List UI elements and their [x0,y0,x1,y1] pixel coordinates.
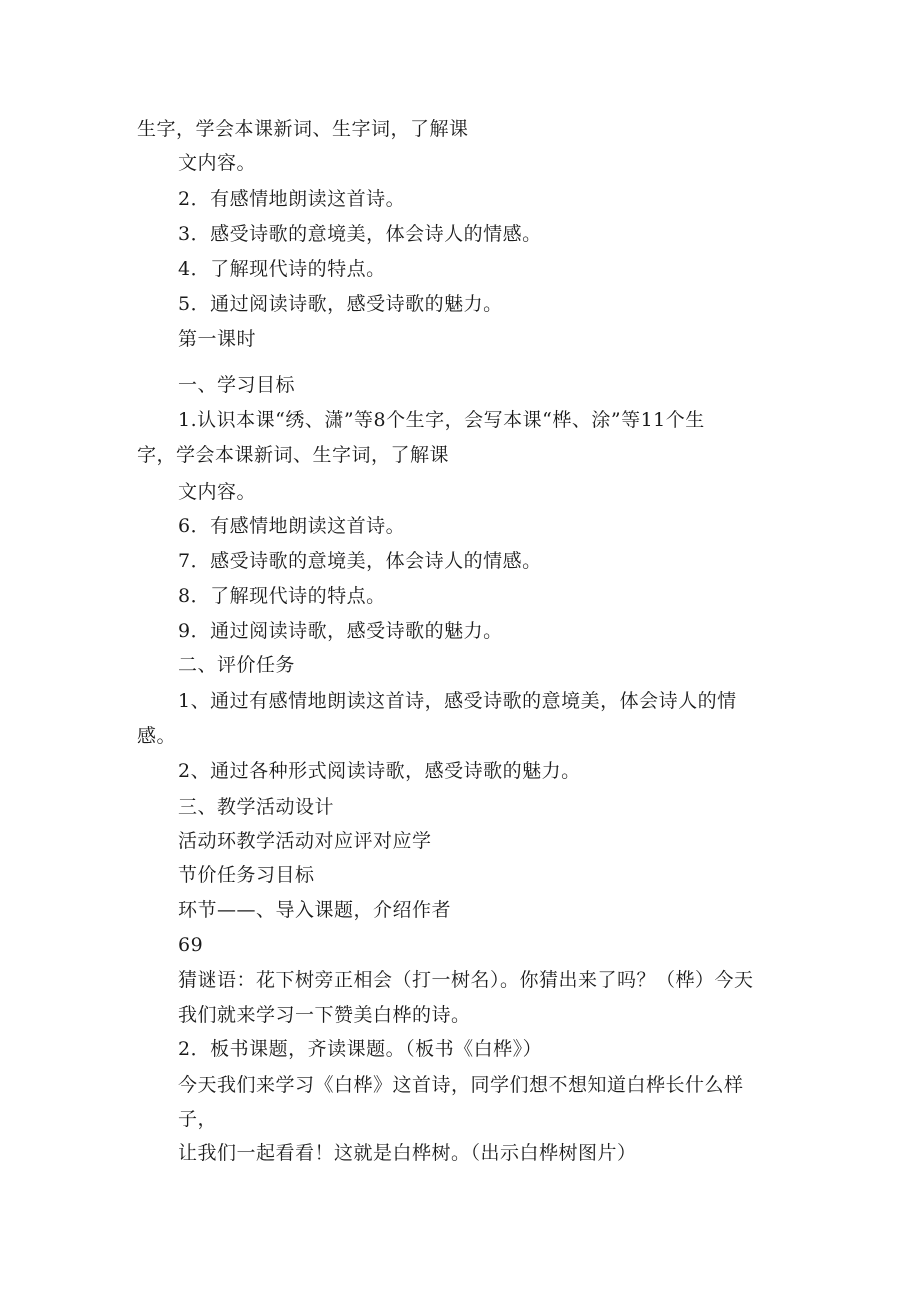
text-line: 活动环教学活动对应评对应学 [178,830,432,852]
text-line: 2、通过各种形式阅读诗歌，感受诗歌的魅力。 [178,760,581,782]
text-line: 今天我们来学习《白桦》这首诗，同学们想不想知道白桦长什么样 [178,1074,744,1096]
list-item: 2．板书课题，齐读课题。（板书《白桦》） [178,1038,543,1060]
section-heading: 二、评价任务 [178,654,296,676]
list-item: 5．通过阅读诗歌，感受诗歌的魅力。 [178,293,503,315]
text-line: 字，学会本课新词、生字词，了解课 [137,444,450,466]
text-line: 文内容。 [178,152,257,174]
text-line: 我们就来学习一下赞美白桦的诗。 [178,1004,471,1026]
text-line: 1.认识本课“绣、潇”等8个生字，会写本课“桦、涂”等11个生 [178,409,705,431]
list-item: 4．了解现代诗的特点。 [178,258,386,280]
list-item: 6．有感情地朗读这首诗。 [178,515,406,537]
list-item: 3．感受诗歌的意境美，体会诗人的情感。 [178,223,542,245]
list-item: 8．了解现代诗的特点。 [178,585,386,607]
list-item: 7．感受诗歌的意境美，体会诗人的情感。 [178,550,542,572]
section-heading: 第一课时 [178,328,257,350]
text-line: 1、通过有感情地朗读这首诗，感受诗歌的意境美，体会诗人的情 [178,690,737,712]
text-line: 文内容。 [178,481,257,503]
text-line: 环节——、导入课题，介绍作者 [178,899,452,921]
text-line: 生字，学会本课新词、生字词，了解课 [137,118,469,140]
text-line: 子， [178,1108,218,1130]
list-item: 9．通过阅读诗歌，感受诗歌的魅力。 [178,620,503,642]
page-number: 69 [178,934,204,956]
section-heading: 一、学习目标 [178,374,296,396]
text-line: 节价任务习目标 [178,864,315,886]
section-heading: 三、教学活动设计 [178,796,335,818]
list-item: 2．有感情地朗读这首诗。 [178,188,406,210]
text-line: 感。 [137,725,177,747]
text-line: 让我们一起看看！这就是白桦树。（出示白桦树图片） [178,1142,637,1164]
text-line: 猜谜语：花下树旁正相会（打一树名）。你猜出来了吗？（桦）今天 [178,969,754,991]
